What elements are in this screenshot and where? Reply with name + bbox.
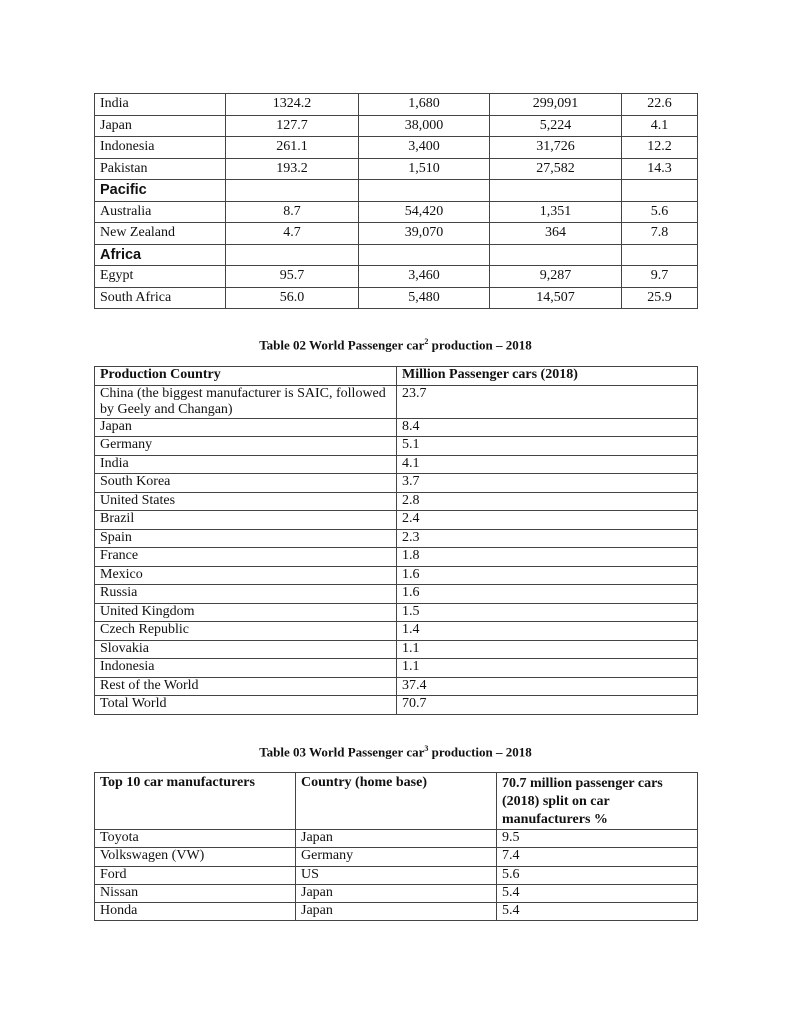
column-header: 70.7 million passenger cars (2018) split on car manufacturers % bbox=[497, 773, 698, 830]
country-cell: United Kingdom bbox=[95, 603, 397, 622]
table-row bbox=[95, 830, 698, 848]
value-cell bbox=[622, 180, 698, 202]
value-cell: 22.6 bbox=[622, 94, 698, 116]
country-statistics-table bbox=[94, 93, 698, 309]
table-row bbox=[95, 437, 698, 456]
value-cell: 1.1 bbox=[397, 659, 698, 678]
value-cell: 2.4 bbox=[397, 511, 698, 530]
region-label: Africa bbox=[95, 244, 226, 266]
caption-text: Table 02 World Passenger car bbox=[259, 337, 425, 353]
column-header: Country (home base) bbox=[296, 773, 497, 830]
table-header-row bbox=[95, 367, 698, 386]
value-cell: 38,000 bbox=[359, 115, 490, 137]
value-cell: 5,480 bbox=[359, 287, 490, 309]
region-label: Pacific bbox=[95, 180, 226, 202]
value-cell: 3.7 bbox=[397, 474, 698, 493]
table-row bbox=[95, 115, 698, 137]
country-cell: Pakistan bbox=[95, 158, 226, 180]
value-cell: 23.7 bbox=[397, 385, 698, 418]
value-cell bbox=[622, 244, 698, 266]
country-cell: Spain bbox=[95, 529, 397, 548]
value-cell: 12.2 bbox=[622, 137, 698, 159]
country-cell: Japan bbox=[296, 884, 497, 902]
country-cell: Brazil bbox=[95, 511, 397, 530]
manufacturer-cell: Volkswagen (VW) bbox=[95, 848, 296, 866]
car-manufacturers-table bbox=[94, 772, 698, 921]
value-cell: 70.7 bbox=[397, 696, 698, 715]
table-row bbox=[95, 848, 698, 866]
value-cell bbox=[359, 180, 490, 202]
value-cell: 1.1 bbox=[397, 640, 698, 659]
table-03-caption bbox=[0, 744, 791, 760]
table-row bbox=[95, 158, 698, 180]
table-row bbox=[95, 548, 698, 567]
value-cell: 3,400 bbox=[359, 137, 490, 159]
value-cell: 5,224 bbox=[490, 115, 622, 137]
country-cell: Japan bbox=[296, 830, 497, 848]
value-cell bbox=[490, 244, 622, 266]
passenger-car-production-table bbox=[94, 366, 698, 715]
value-cell: 4.1 bbox=[622, 115, 698, 137]
value-cell: 2.8 bbox=[397, 492, 698, 511]
value-cell: 39,070 bbox=[359, 223, 490, 245]
value-cell: 1.5 bbox=[397, 603, 698, 622]
country-cell: Indonesia bbox=[95, 659, 397, 678]
value-cell: 1.6 bbox=[397, 566, 698, 585]
country-cell: Egypt bbox=[95, 266, 226, 288]
country-cell: Total World bbox=[95, 696, 397, 715]
value-cell: 31,726 bbox=[490, 137, 622, 159]
value-cell: 4.7 bbox=[226, 223, 359, 245]
country-cell: Slovakia bbox=[95, 640, 397, 659]
table-row bbox=[95, 529, 698, 548]
country-cell: Indonesia bbox=[95, 137, 226, 159]
table-row bbox=[95, 884, 698, 902]
table-row bbox=[95, 201, 698, 223]
table-row bbox=[95, 492, 698, 511]
value-cell: 9,287 bbox=[490, 266, 622, 288]
share-cell: 7.4 bbox=[497, 848, 698, 866]
value-cell: 1.4 bbox=[397, 622, 698, 641]
value-cell: 8.7 bbox=[226, 201, 359, 223]
caption-text: Table 03 World Passenger car bbox=[259, 744, 425, 760]
table-row bbox=[95, 385, 698, 418]
country-cell: Mexico bbox=[95, 566, 397, 585]
country-cell: US bbox=[296, 866, 497, 884]
column-header: Top 10 car manufacturers bbox=[95, 773, 296, 830]
value-cell: 4.1 bbox=[397, 455, 698, 474]
country-cell: India bbox=[95, 94, 226, 116]
table-row bbox=[95, 137, 698, 159]
value-cell: 37.4 bbox=[397, 677, 698, 696]
share-cell: 9.5 bbox=[497, 830, 698, 848]
value-cell: 1,351 bbox=[490, 201, 622, 223]
value-cell: 127.7 bbox=[226, 115, 359, 137]
table-row bbox=[95, 866, 698, 884]
value-cell: 193.2 bbox=[226, 158, 359, 180]
share-cell: 5.4 bbox=[497, 884, 698, 902]
column-header: Production Country bbox=[95, 367, 397, 386]
table-row bbox=[95, 659, 698, 678]
table-row bbox=[95, 287, 698, 309]
table-row bbox=[95, 696, 698, 715]
country-cell: United States bbox=[95, 492, 397, 511]
country-cell: South Africa bbox=[95, 287, 226, 309]
share-cell: 5.6 bbox=[497, 866, 698, 884]
country-cell: India bbox=[95, 455, 397, 474]
value-cell: 14,507 bbox=[490, 287, 622, 309]
table-row bbox=[95, 566, 698, 585]
value-cell: 299,091 bbox=[490, 94, 622, 116]
manufacturer-cell: Toyota bbox=[95, 830, 296, 848]
value-cell: 1.8 bbox=[397, 548, 698, 567]
table-row bbox=[95, 585, 698, 604]
country-cell: China (the biggest manufacturer is SAIC, followed by Geely and Changan) bbox=[95, 385, 397, 418]
table-02-caption bbox=[0, 337, 791, 353]
country-cell: Japan bbox=[95, 115, 226, 137]
table-row bbox=[95, 622, 698, 641]
country-cell: Russia bbox=[95, 585, 397, 604]
manufacturer-cell: Nissan bbox=[95, 884, 296, 902]
value-cell: 54,420 bbox=[359, 201, 490, 223]
caption-text: production – 2018 bbox=[428, 337, 532, 353]
country-cell: Japan bbox=[296, 903, 497, 921]
value-cell: 1.6 bbox=[397, 585, 698, 604]
country-cell: New Zealand bbox=[95, 223, 226, 245]
value-cell: 3,460 bbox=[359, 266, 490, 288]
table-header-row bbox=[95, 773, 698, 830]
value-cell: 14.3 bbox=[622, 158, 698, 180]
table-row bbox=[95, 603, 698, 622]
value-cell: 5.6 bbox=[622, 201, 698, 223]
manufacturer-cell: Ford bbox=[95, 866, 296, 884]
value-cell: 5.1 bbox=[397, 437, 698, 456]
table-row bbox=[95, 511, 698, 530]
share-cell: 5.4 bbox=[497, 903, 698, 921]
table-row bbox=[95, 640, 698, 659]
value-cell: 9.7 bbox=[622, 266, 698, 288]
table-row bbox=[95, 474, 698, 493]
value-cell: 25.9 bbox=[622, 287, 698, 309]
value-cell: 1,510 bbox=[359, 158, 490, 180]
table-row bbox=[95, 223, 698, 245]
country-cell: Australia bbox=[95, 201, 226, 223]
value-cell: 95.7 bbox=[226, 266, 359, 288]
country-cell: Germany bbox=[296, 848, 497, 866]
manufacturer-cell: Honda bbox=[95, 903, 296, 921]
value-cell: 2.3 bbox=[397, 529, 698, 548]
value-cell bbox=[359, 244, 490, 266]
value-cell: 1324.2 bbox=[226, 94, 359, 116]
country-cell: Rest of the World bbox=[95, 677, 397, 696]
footnote-ref: 3 bbox=[424, 744, 429, 753]
table-row bbox=[95, 418, 698, 437]
country-cell: Germany bbox=[95, 437, 397, 456]
country-cell: Japan bbox=[95, 418, 397, 437]
value-cell bbox=[226, 244, 359, 266]
country-cell: France bbox=[95, 548, 397, 567]
country-cell: South Korea bbox=[95, 474, 397, 493]
table-row bbox=[95, 94, 698, 116]
country-cell: Czech Republic bbox=[95, 622, 397, 641]
value-cell bbox=[490, 180, 622, 202]
region-row bbox=[95, 180, 698, 202]
region-row bbox=[95, 244, 698, 266]
value-cell: 364 bbox=[490, 223, 622, 245]
table-row bbox=[95, 677, 698, 696]
value-cell bbox=[226, 180, 359, 202]
value-cell: 56.0 bbox=[226, 287, 359, 309]
footnote-ref: 2 bbox=[424, 337, 429, 346]
column-header: Million Passenger cars (2018) bbox=[397, 367, 698, 386]
value-cell: 7.8 bbox=[622, 223, 698, 245]
value-cell: 8.4 bbox=[397, 418, 698, 437]
table-row bbox=[95, 266, 698, 288]
value-cell: 1,680 bbox=[359, 94, 490, 116]
caption-text: production – 2018 bbox=[428, 744, 532, 760]
table-row bbox=[95, 455, 698, 474]
table-row bbox=[95, 903, 698, 921]
value-cell: 261.1 bbox=[226, 137, 359, 159]
value-cell: 27,582 bbox=[490, 158, 622, 180]
